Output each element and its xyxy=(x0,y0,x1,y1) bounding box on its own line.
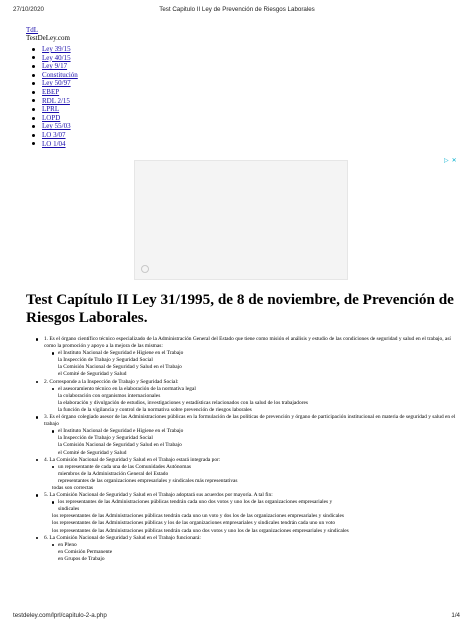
answer-option[interactable]: un representante de cada una de las Comunidades Autónomas xyxy=(44,464,456,471)
print-date: 27/10/2020 xyxy=(13,6,44,13)
question-list xyxy=(36,336,456,563)
menu-item xyxy=(30,62,78,71)
answer-option[interactable]: en Comisión Permanente xyxy=(58,548,113,555)
answer-option[interactable]: los representantes de las Administraciones públicas tendrán cada uno dos votos y uno los de las organizaciones empresariales y xyxy=(44,499,456,506)
question-text: 3. Es el órgano colegiado asesor de las Administraciones públicas en la formulación de las políticas de prevención y órgano de participación institucional en materia de seguridad y salud en el trabajo xyxy=(44,414,456,428)
answer-option[interactable]: en Pleno xyxy=(44,542,456,549)
question-item xyxy=(36,414,456,457)
menu-link[interactable]: LPRL xyxy=(42,105,60,114)
ad-choices[interactable] xyxy=(444,157,457,164)
menu-link[interactable]: Ley 40/15 xyxy=(42,53,71,62)
menu-item xyxy=(30,131,78,140)
menu-item xyxy=(30,79,78,88)
question-item xyxy=(36,379,456,414)
menu-link[interactable]: LOPD xyxy=(42,113,61,122)
answer-options xyxy=(44,428,456,456)
answer-option[interactable]: el Comité de Seguridad y Salud xyxy=(58,449,127,456)
answer-option[interactable]: la Inspección de Trabajo y Seguridad Social xyxy=(58,357,153,364)
answer-option[interactable]: el asesoramiento técnico en la elaboración de la normativa legal xyxy=(44,386,456,393)
menu-item xyxy=(30,71,78,80)
menu-link[interactable]: LO 3/07 xyxy=(42,130,66,139)
answer-options xyxy=(44,499,456,534)
menu-link[interactable]: Ley 39/15 xyxy=(42,45,71,53)
adchoices-icon[interactable]: ▷ xyxy=(444,157,449,164)
answer-option[interactable]: los representantes de las Administraciones públicas tendrán cada uno un voto y dos los de las organizaciones empresariales y sindicales xyxy=(52,513,344,520)
page-url: testdeley.com/lprl/capitulo-2-a.php xyxy=(13,612,107,619)
page-number: 1/4 xyxy=(451,612,460,619)
answer-option[interactable]: todas son correctas xyxy=(52,484,94,491)
answer-option-continued: sindicales xyxy=(58,506,80,513)
law-menu xyxy=(30,45,78,148)
answer-option[interactable]: representantes de las organizaciones empresariales y sindicales más representativas xyxy=(58,477,238,484)
menu-item xyxy=(30,45,78,54)
menu-link[interactable]: EBEP xyxy=(42,87,60,96)
answer-option[interactable]: el Comité de Seguridad y Salud xyxy=(58,371,127,378)
question-text: 6. La Comisión Nacional de Seguridad y Salud en el Trabajo funcionará: xyxy=(44,534,201,541)
answer-option[interactable]: en Grupos de Trabajo xyxy=(58,555,105,562)
question-item xyxy=(36,457,456,492)
menu-item xyxy=(30,114,78,123)
menu-link[interactable]: Constitución xyxy=(42,70,78,79)
loading-icon xyxy=(141,265,149,273)
answer-option[interactable]: el Instituto Nacional de Seguridad e Higiene en el Trabajo xyxy=(44,428,456,435)
menu-item xyxy=(30,88,78,97)
site-logo[interactable] xyxy=(26,26,70,42)
answer-option[interactable]: la Comisión Nacional de Seguridad y Salud en el Trabajo xyxy=(58,364,182,371)
menu-link[interactable]: RDL 2/15 xyxy=(42,96,70,105)
menu-link[interactable]: Ley 50/97 xyxy=(42,79,71,88)
answer-option[interactable]: los representantes de las Administraciones públicas y los de las organizaciones empresariales y sindicales tendrán cada uno un voto xyxy=(52,520,336,527)
question-text: 4. La Comisión Nacional de Seguridad y Salud en el Trabajo estará integrada por: xyxy=(44,456,221,463)
menu-item xyxy=(30,140,78,149)
answer-option[interactable]: la elaboración y divulgación de estudios, investigaciones y estadísticas relacionados con la salud de los trabajadores xyxy=(58,399,308,406)
answer-option[interactable]: miembros de la Administración General del Estado xyxy=(58,470,169,477)
question-text: 2. Corresponde a la Inspección de Trabajo y Seguridad Social: xyxy=(44,378,179,385)
menu-link[interactable]: Ley 55/03 xyxy=(42,122,71,131)
ad-close-icon[interactable]: ✕ xyxy=(451,157,457,164)
menu-item xyxy=(30,97,78,106)
answer-options xyxy=(44,464,456,492)
answer-options xyxy=(44,542,456,563)
question-item xyxy=(36,492,456,535)
question-text: 5. La Comisión Nacional de Seguridad y Salud en el Trabajo adoptará sus acuerdos por mayoría. A tal fin: xyxy=(44,492,273,499)
answer-option[interactable]: la colaboración con organismos internacionales xyxy=(58,392,161,399)
menu-item xyxy=(30,105,78,114)
answer-options xyxy=(44,386,456,414)
print-footer xyxy=(0,612,474,624)
answer-option[interactable]: la Comisión Nacional de Seguridad y Salud en el Trabajo xyxy=(58,442,182,449)
question-item xyxy=(36,535,456,563)
logo-site-name: TestDeLey.com xyxy=(26,34,70,42)
menu-item xyxy=(30,54,78,63)
ad-placeholder[interactable] xyxy=(134,160,348,280)
print-page-title: Test Capitulo II Ley de Prevención de Riesgos Laborales xyxy=(159,6,315,13)
print-header xyxy=(0,6,474,18)
answer-option[interactable]: la Inspección de Trabajo y Seguridad Social xyxy=(58,435,153,442)
answer-option[interactable]: la función de la vigilancia y control de la normativa sobre prevención de riesgos laborales xyxy=(58,406,252,413)
answer-options xyxy=(44,350,456,378)
page-title: Test Capítulo II Ley 31/1995, de 8 de noviembre, de Prevención de Riesgos Laborales. xyxy=(26,291,454,326)
menu-link[interactable]: LO 1/04 xyxy=(42,139,66,148)
answer-option[interactable]: el Instituto Nacional de Seguridad e Higiene en el Trabajo xyxy=(44,350,456,357)
question-text: 1. Es el órgano científico técnico especializado de la Administración General del Estado que tiene como misión el análisis y estudio de las condiciones de seguridad y salud en el trabajo, así como la promoción y apoyo a la mejora de las mismas: xyxy=(44,336,451,350)
menu-item xyxy=(30,122,78,131)
logo-abbr-link[interactable]: TdL xyxy=(26,26,39,34)
menu-link[interactable]: Ley 9/17 xyxy=(42,62,68,71)
answer-option[interactable]: los representantes de las Administraciones públicas tendrán cada uno dos votos y uno los de las organizaciones empresariales y sindicales xyxy=(52,527,349,534)
question-item xyxy=(36,336,456,379)
